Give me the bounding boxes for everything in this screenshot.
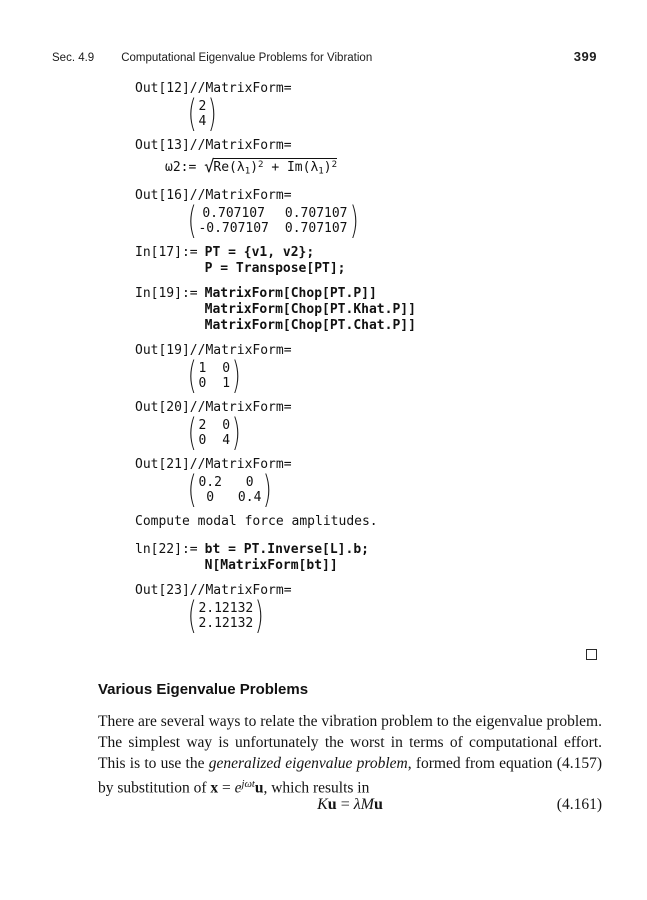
matrix-cell: 1 <box>222 375 231 391</box>
code-input-line: MatrixForm[Chop[PT.P]] <box>204 286 377 302</box>
matrix-left-paren: ( <box>187 411 197 455</box>
matrix-cell: 0.4 <box>237 489 262 505</box>
code-block-out <box>135 188 575 243</box>
text-run: 1 <box>318 166 324 177</box>
section-label: Sec. 4.9 <box>52 52 95 64</box>
matrix-cell: 0.707107 <box>284 220 348 236</box>
text-run: λ <box>353 796 361 813</box>
code-block-out <box>135 400 575 455</box>
matrix-cell: 0 <box>222 360 231 376</box>
code-output-label: Out[16]//MatrixForm= <box>135 188 292 204</box>
matrix <box>185 354 244 398</box>
matrix-cells <box>196 418 232 448</box>
matrix-cell: 1 <box>198 360 207 376</box>
matrix-cell: 0 <box>198 432 207 448</box>
matrix-cell: 2 <box>198 417 207 433</box>
code-block-out <box>135 457 575 512</box>
radical-sign-icon: √ <box>204 157 215 178</box>
text-run: 1 <box>244 166 251 177</box>
matrix-left-paren: ( <box>187 468 197 512</box>
text-run: generalized eigenvalue problem <box>208 755 408 772</box>
text-run: K <box>317 796 328 813</box>
matrix-cells <box>196 99 208 129</box>
equation <box>317 796 383 813</box>
code-input <box>135 245 575 277</box>
matrix-cell: 4 <box>198 113 207 129</box>
matrix-right-paren: ) <box>208 92 217 135</box>
matrix-cell: 0.707107 <box>284 205 348 221</box>
code-input-line: MatrixForm[Chop[PT.Chat.P]] <box>204 318 416 334</box>
matrix-cell: 2.12132 <box>198 600 254 616</box>
text-run: u <box>373 796 383 813</box>
matrix-right-paren: ) <box>231 411 241 455</box>
radicand <box>213 158 337 175</box>
matrix-cells <box>196 601 255 631</box>
text-run: e <box>234 779 242 797</box>
matrix-cell: 2 <box>198 98 207 114</box>
matrix-right-paren: ) <box>231 354 241 398</box>
code-block-out <box>135 583 575 638</box>
matrix-left-paren: ( <box>187 594 197 638</box>
code-output-label: Out[13]//MatrixForm= <box>135 138 292 153</box>
matrix-cell: 0.707107 <box>202 205 265 221</box>
matrix-cell: 0 <box>206 489 215 505</box>
matrix-cell: 0 <box>245 474 254 490</box>
text-run: x <box>210 779 219 797</box>
code-input-line: P = Transpose[PT]; <box>204 261 346 277</box>
code-block-in <box>135 542 575 574</box>
text-run: ) <box>323 160 332 176</box>
code-output-label: Out[21]//MatrixForm= <box>135 457 292 473</box>
code-input-line: N[MatrixForm[bt]] <box>204 558 338 574</box>
matrix-left-paren: ( <box>187 354 197 398</box>
matrix-left-paren: ( <box>187 199 197 243</box>
matrix-right-paren: ) <box>349 199 359 243</box>
code-input <box>135 542 575 574</box>
text-run: Re(λ <box>213 160 245 176</box>
text-run: u <box>327 796 337 813</box>
text-run: u <box>254 779 264 797</box>
code-input-lines <box>205 245 575 277</box>
text-run: jωt <box>241 779 255 790</box>
radical-expression <box>165 157 575 179</box>
code-output-label: Out[23]//MatrixForm= <box>135 583 292 599</box>
text-run: = <box>336 796 354 813</box>
matrix <box>185 411 244 455</box>
matrix-cell: 0.2 <box>198 474 222 490</box>
matrix <box>185 92 220 135</box>
equation-row <box>98 796 602 814</box>
code-input-line: bt = PT.Inverse[L].b; <box>204 542 369 558</box>
body-paragraph <box>98 711 602 798</box>
expression-prefix: ω2:= <box>165 160 205 176</box>
matrix-left-paren: ( <box>187 92 197 135</box>
code-input-label: In[19]:= <box>135 286 198 302</box>
matrix-right-paren: ) <box>263 468 273 512</box>
code-block-in <box>135 245 575 277</box>
matrix-cells <box>196 475 263 505</box>
matrix <box>185 468 275 512</box>
matrix-cell: 2.12132 <box>198 615 254 631</box>
text-run: There are several ways to relate the vibration problem to the eigenvalue problem. The simplest way is unfortunately the worst in terms of computational effort. This is to use the <box>98 713 602 772</box>
code-input-label: In[17]:= <box>135 245 198 261</box>
matrix <box>185 594 267 638</box>
code-input-label: ln[22]:= <box>135 542 198 558</box>
section-heading: Various Eigenvalue Problems <box>98 681 309 698</box>
matrix-cells <box>196 206 349 236</box>
code-input-lines <box>205 286 575 334</box>
code-block-out <box>135 81 575 135</box>
matrix-cell: 4 <box>222 432 231 448</box>
code-input <box>135 286 575 334</box>
page-header <box>52 49 597 64</box>
page-number: 399 <box>573 49 597 64</box>
code-output-label: Out[19]//MatrixForm= <box>135 343 292 359</box>
code-block-in <box>135 286 575 334</box>
code-input-lines <box>205 542 575 574</box>
matrix-right-paren: ) <box>254 594 264 638</box>
matrix-cell: 0 <box>198 375 207 391</box>
matrix-cell: -0.707107 <box>198 220 269 236</box>
text-run: = <box>218 779 235 797</box>
equation-number: (4.161) <box>556 796 602 813</box>
text-run: , formed from equation (4.157) by substitution of <box>98 755 602 797</box>
text-run: M <box>360 796 374 813</box>
matrix <box>185 199 361 243</box>
text-run: 2 <box>331 160 338 170</box>
end-of-example-marker <box>586 649 597 660</box>
running-title: Computational Eigenvalue Problems for Vibration <box>121 52 373 64</box>
mathematica-code-listing <box>135 81 575 640</box>
code-output-label: Out[12]//MatrixForm= <box>135 81 292 96</box>
matrix-cells <box>196 361 232 391</box>
text-run: 2 <box>258 160 264 170</box>
text-run: ) <box>250 160 259 176</box>
code-comment: Compute modal force amplitudes. <box>135 514 378 530</box>
code-input-line: PT = {v1, v2}; <box>204 245 315 261</box>
code-input-line: MatrixForm[Chop[PT.Khat.P]] <box>204 302 416 318</box>
code-output-label: Out[20]//MatrixForm= <box>135 400 292 416</box>
text-run: , which results in <box>263 779 370 797</box>
matrix-cell: 0 <box>222 417 231 433</box>
code-block-out <box>135 343 575 398</box>
code-block-expr <box>135 138 575 179</box>
text-run: + Im(λ <box>263 160 319 176</box>
